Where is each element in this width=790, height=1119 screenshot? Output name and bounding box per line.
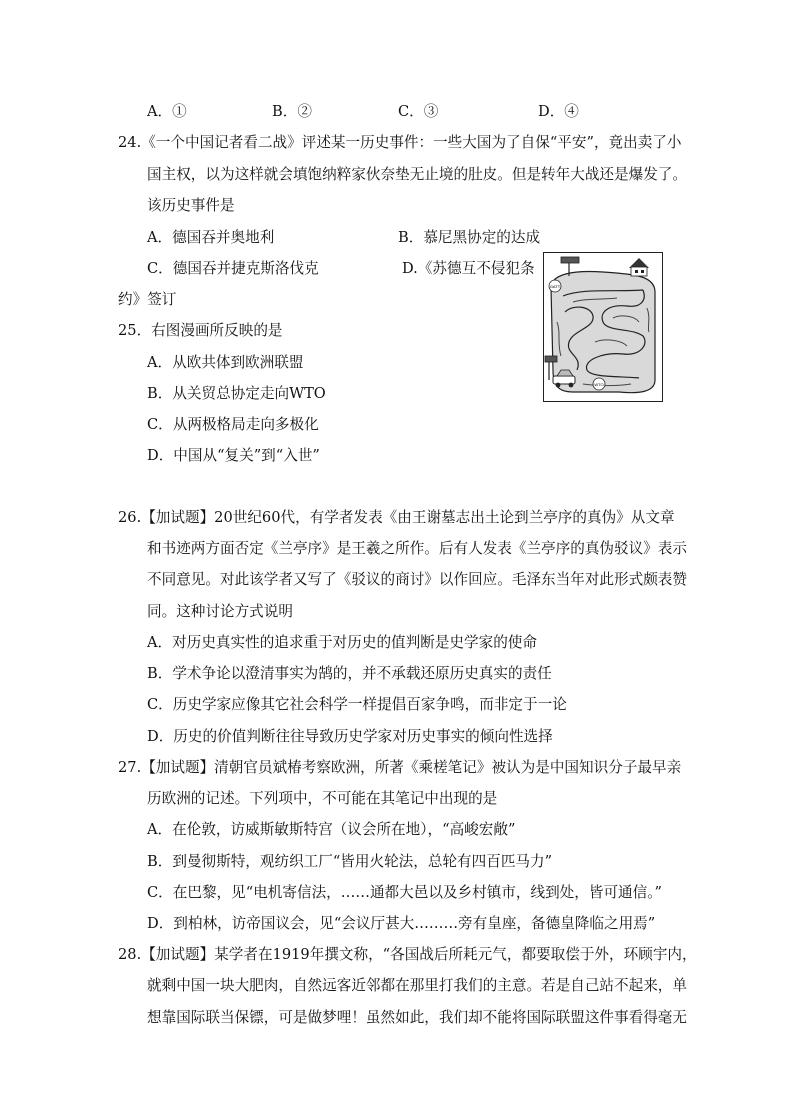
q24-option-b: B．慕尼黑协定的达成 <box>398 229 541 246</box>
q26-option-d: D．历史的价值判断往往导致历史学家对历史事实的倾向性选择 <box>147 728 553 745</box>
q28-stem-line-3: 想靠国际联当保镖，可是做梦哩！虽然如此，我们却不能将国际联盟这件事看得毫无 <box>147 1009 687 1026</box>
q26-option-b: B．学术争论以澄清事实为鹄的，并不承载还原历史真实的责任 <box>147 665 552 682</box>
maze-cartoon <box>543 252 663 402</box>
q27-option-d: D．到柏林，访帝国议会，见“会议厅甚大………旁有皇座，备德皇降临之用焉” <box>147 915 656 932</box>
q26-stem-line-2: 和书迹两方面否定《兰亭序》是王羲之所作。后有人发表《兰亭序的真伪驳议》表示 <box>147 540 687 557</box>
q27-option-b: B．到曼彻斯特，观纺织工厂“皆用火轮法，总轮有四百匹马力” <box>147 853 553 870</box>
q23-option-c: C．③ <box>398 103 439 120</box>
gatt-sign-label: GATT <box>549 284 561 289</box>
q28-stem-line-2: 就剩中国一块大肥肉，自然远客近邻都在那里打我们的主意。若是自己站不起来，单 <box>147 977 687 994</box>
q28-stem-line-1: 28.【加试题】某学者在1919年撰文称，“各国战后所耗元气，都要取偿于外，环顾宇内， <box>118 946 697 963</box>
q24-stem-line-2: 国主权，以为这样就会填饱纳粹家伙奈垫无止境的肚皮。但是转年大战还是爆发了。 <box>147 166 687 183</box>
q27-stem-line-1: 27.【加试题】清朝官员斌椿考察欧洲，所著《乘槎笔记》被认为是中国知识分子最早亲 <box>118 759 682 776</box>
q23-option-b: B．② <box>272 103 312 120</box>
q26-option-a: A．对历史真实性的追求重于对历史的值判断是史学家的使命 <box>147 634 537 651</box>
q26-stem-line-4: 同。这种讨论方式说明 <box>147 603 293 620</box>
q25-option-c: C．从两极格局走向多极化 <box>147 416 319 433</box>
q25-option-d: D．中国从“复关”到“入世” <box>147 447 320 464</box>
q25-option-b: B．从关贸总协定走向WTO <box>147 385 326 402</box>
q24-option-d-continued: 约》签订 <box>118 291 177 308</box>
q27-option-a: A．在伦敦，访威斯敏斯特宫（议会所在地），“高峻宏敞” <box>147 821 516 838</box>
q24-option-c: C．德国吞并捷克斯洛伐克 <box>147 260 319 277</box>
q24-option-a: A．德国吞并奥地利 <box>147 229 275 246</box>
q26-stem-line-3: 不同意见。对此该学者又写了《驳议的商讨》以作回应。毛泽东当年对此形式颇表赞 <box>147 571 687 588</box>
q27-stem-line-2: 历欧洲的记述。下列项中，不可能在其笔记中出现的是 <box>147 790 498 807</box>
q23-option-a: A．① <box>147 103 187 120</box>
q24-stem-line-1: 24.《一个中国记者看二战》评述某一历史事件：一些大国为了自保“平安”，竟出卖了小 <box>118 134 682 151</box>
q27-option-c: C．在巴黎，见“电机寄信法，……通都大邑以及乡村镇市，线到处，皆可通信。” <box>147 884 662 901</box>
wto-sign-label: WTO <box>594 382 604 387</box>
q24-stem-line-3: 该历史事件是 <box>147 197 235 214</box>
q25-stem: 25．右图漫画所反映的是 <box>118 322 283 339</box>
q23-option-d: D．④ <box>538 103 579 120</box>
maze-cartoon-drawing <box>543 252 663 402</box>
q25-option-a: A．从欧共体到欧洲联盟 <box>147 354 304 371</box>
q24-option-d: D.《苏德互不侵犯条 <box>402 260 535 277</box>
q26-stem-line-1: 26.【加试题】20世纪60代，有学者发表《由王谢墓志出土论到兰亭序的真伪》从文章 <box>118 509 675 526</box>
q26-option-c: C．历史学家应像其它社会科学一样提倡百家争鸣，而非定于一论 <box>147 696 567 713</box>
